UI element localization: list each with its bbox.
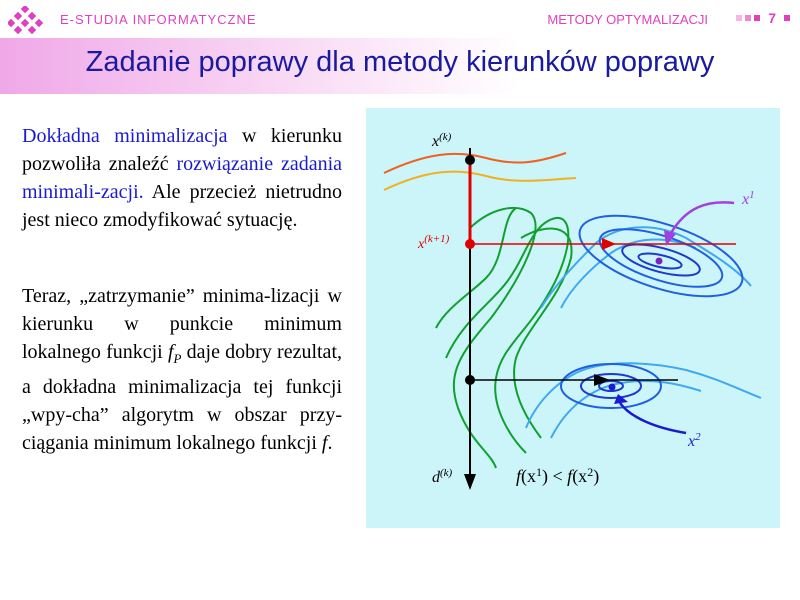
- label-xk: $x^{(k)}$: [432, 131, 452, 150]
- header-bar: [0, 0, 800, 38]
- slide-title: Zadanie poprawy dla metody kierunków poprawy: [85, 46, 715, 78]
- label-x2: $x^2$: [688, 431, 701, 450]
- p2-fp: $f_P$: [167, 341, 182, 366]
- p1-highlight: rozwiązanie zadania minimali-zacji.: [22, 153, 343, 203]
- p1-word1: Dokładna: [22, 125, 100, 147]
- contour-orange: [384, 153, 566, 173]
- minimum-x2-point: [609, 384, 616, 391]
- diamond-grid-icon: [8, 6, 44, 36]
- contour-figure: [366, 108, 780, 528]
- page-decoration: [736, 15, 760, 21]
- point-xk: [465, 155, 475, 165]
- x2-pointer: [620, 403, 686, 433]
- paragraph-1: [22, 122, 342, 234]
- point-lower: [465, 375, 475, 385]
- label-inequality: $f(x^1) < f(x^2)$: [516, 465, 600, 486]
- contour-green-4: [514, 228, 572, 438]
- point-xk1: [465, 239, 475, 249]
- p1-text2: Ale przecież nietrudno jest nieco zmodyfikować sytuację.: [22, 181, 342, 231]
- contour-yellow: [384, 172, 576, 190]
- minimum-x1-point: [656, 258, 663, 265]
- p2-text2: daje dobry rezultat, a dokładna minimalizacja tej funkcji „wpy-cha” algorytm w obszar przy-ciągania minimum lokalnego funkcji: [22, 341, 342, 454]
- red-arrowhead: [602, 238, 616, 250]
- contour-lightblue-3: [561, 240, 696, 308]
- contour-lightblue-2: [526, 363, 761, 428]
- label-dk: $d^{(k)}$: [432, 467, 453, 486]
- brand-name: E-STUDIA INFORMATYCZNE: [60, 12, 257, 27]
- title-band: [0, 38, 800, 94]
- p2-f: f: [321, 432, 328, 454]
- label-xk1: $x^{(k+1)}$: [418, 233, 450, 252]
- page-decoration-end: [784, 15, 790, 21]
- paragraph-2: Teraz, „zatrzymanie” minima-lizacji w kierunku w punkcie minimum lokalnego funkcji $f_P$ daje dobry rezultat, a dokładna minimalizacja tej funkcji „wpy-cha” algorytm w obszar przy-ciągania minimum lokalnego funkcji f.: [22, 285, 342, 454]
- contour-green-2: [436, 208, 516, 328]
- label-x1: $x^1$: [742, 189, 755, 208]
- contour-plot: [366, 108, 780, 528]
- p1-word2: minimalizacja: [114, 125, 228, 147]
- page-number: 7: [768, 10, 776, 26]
- direction-arrowhead: [464, 474, 476, 490]
- contour-green-3: [446, 218, 568, 453]
- p1-text1: w kierunku pozwoliła znaleźć: [22, 125, 342, 175]
- black-arrowhead: [594, 374, 610, 386]
- p2-text1: Teraz, „zatrzymanie” minima-lizacji w kierunku w punkcie minimum lokalnego funkcji: [22, 285, 342, 363]
- course-topic: METODY OPTYMALIZACJI: [547, 12, 708, 27]
